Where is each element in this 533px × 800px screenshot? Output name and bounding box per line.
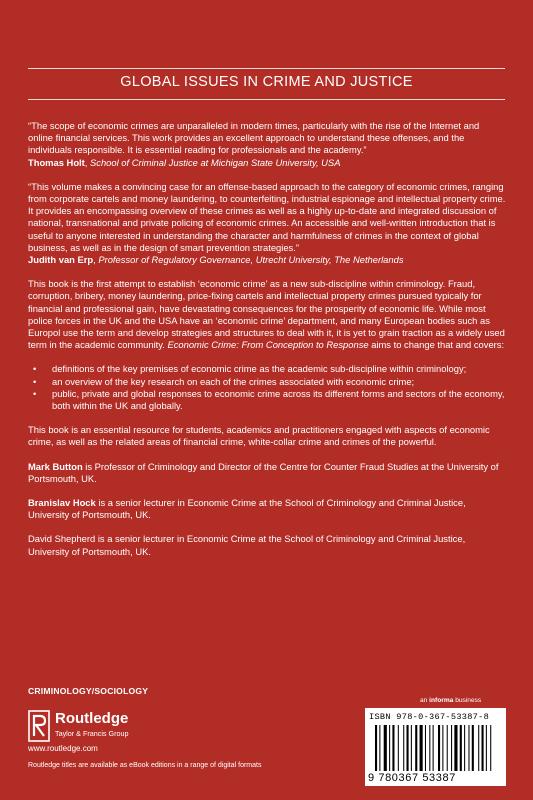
informa-business-mark (420, 697, 481, 704)
endorsement-2 (28, 181, 506, 266)
description-text: This book is the first attempt to establish ‘economic crime’ as a new sub-discipline within criminology. Fraud, corruption, bribery, money laundering, price-fixing cartels and intellectual property crimes pursued typically for financial and professional gain, have devastating consequences for the prosperity of economic life. While most police forces in the UK and the USA have an ‘economic crime’ department, and many European bodies such as Europol use the term and develop strategies and structures to deal with it, it is yet to grain traction as a widely used term in the academic community. (28, 278, 505, 351)
subject-category: CRIMINOLOGY/SOCIOLOGY (28, 686, 149, 696)
description-text: aims to change that and covers: (368, 339, 505, 351)
author-name: Mark Button (28, 460, 83, 472)
back-cover-text (28, 120, 506, 570)
author-bio (28, 461, 506, 485)
endorsement-1 (28, 120, 506, 169)
publisher-logo (28, 708, 198, 744)
endorser-name: Judith van Erp (28, 254, 94, 266)
publisher-name: Routledge (55, 710, 129, 727)
endorser-name: Thomas Holt (28, 156, 85, 168)
endorsement-text: “This volume makes a convincing case for an offense-based approach to the category of economic crimes, ranging from corporate cartels and money laundering, to counterfeiting, industrial espionage and intellectual property crime. It provides an encompassing overview of these crimes as well as a highly up-to-date and integrated discussion of national, transnational and private policing of economic crimes. An accessible and well-written introduction that is useful to anyone interested in understanding the character and harmfulness of crimes in the context of global business, as well as in the design of smart prevention strategies.” (28, 180, 506, 253)
informa-prefix: an (420, 697, 430, 704)
routledge-r-icon (28, 710, 50, 742)
isbn-barcode (365, 708, 506, 786)
publisher-website[interactable]: www.routledge.com (28, 744, 98, 753)
endorser-affiliation: School of Criminal Justice at Michigan State University, USA (90, 156, 341, 168)
isbn-label: ISBN 978-0-367-53387-8 (369, 712, 490, 722)
author-bio (28, 533, 506, 557)
endorsement-text: “The scope of economic crimes are unparalleled in modern times, particularly with the rise of the Internet and online financial services. This work provides an excellent approach to understand these offenses, and the individuals responsible. It is essential reading for professionals and the academy.” (28, 120, 480, 156)
informa-suffix: business (453, 697, 482, 704)
series-title: GLOBAL ISSUES IN CRIME AND JUSTICE (120, 74, 413, 90)
author-bio-text: is Professor of Criminology and Director of the Centre for Counter Fraud Studies at the University of Portsmouth, UK. (28, 460, 499, 484)
top-rule (28, 68, 505, 69)
list-item: • definitions of the key premises of economic crime as the academic sub-discipline within criminology; (28, 363, 506, 375)
coverage-list (28, 363, 506, 412)
endorsement-attribution: Judith van Erp, Professor of Regulatory Governance, Utrecht University, The Netherlands (28, 254, 404, 266)
informa-brand: informa (429, 697, 454, 704)
author-bio-text: is a senior lecturer in Economic Crime at the School of Criminology and Criminal Justice, University of Portsmouth, UK. (28, 497, 466, 521)
book-title: Economic Crime: From Conception to Response (167, 339, 369, 351)
description-paragraph (28, 278, 506, 351)
author-bio-text: David Shepherd is a senior lecturer in Economic Crime at the School of Criminology and Criminal Justice, University of Portsmouth, UK. (28, 533, 466, 557)
barcode-icon (375, 725, 501, 771)
author-bio (28, 497, 506, 521)
ebook-note: Routledge titles are available as eBook editions in a range of digital formats (28, 762, 262, 769)
endorser-affiliation: Professor of Regulatory Governance, Utrecht University, The Netherlands (98, 254, 404, 266)
list-item: • public, private and global responses to economic crime across its different forms and sectors of the economy, both within the UK and globally. (28, 388, 506, 412)
description-paragraph: This book is an essential resource for students, academics and practitioners engaged with aspects of economic crime, as well as the related areas of financial crime, white-collar crime and crimes of the powerful. (28, 424, 490, 448)
endorsement-attribution: Thomas Holt, School of Criminal Justice at Michigan State University, USA (28, 156, 341, 168)
list-item: • an overview of the key research on each of the crimes associated with economic crime; (28, 376, 506, 388)
author-name: Branislav Hock (28, 497, 96, 509)
bottom-rule (28, 99, 505, 100)
publisher-tagline: Taylor & Francis Group (55, 729, 129, 738)
barcode-digits: 9 780367 53387 (368, 772, 456, 784)
